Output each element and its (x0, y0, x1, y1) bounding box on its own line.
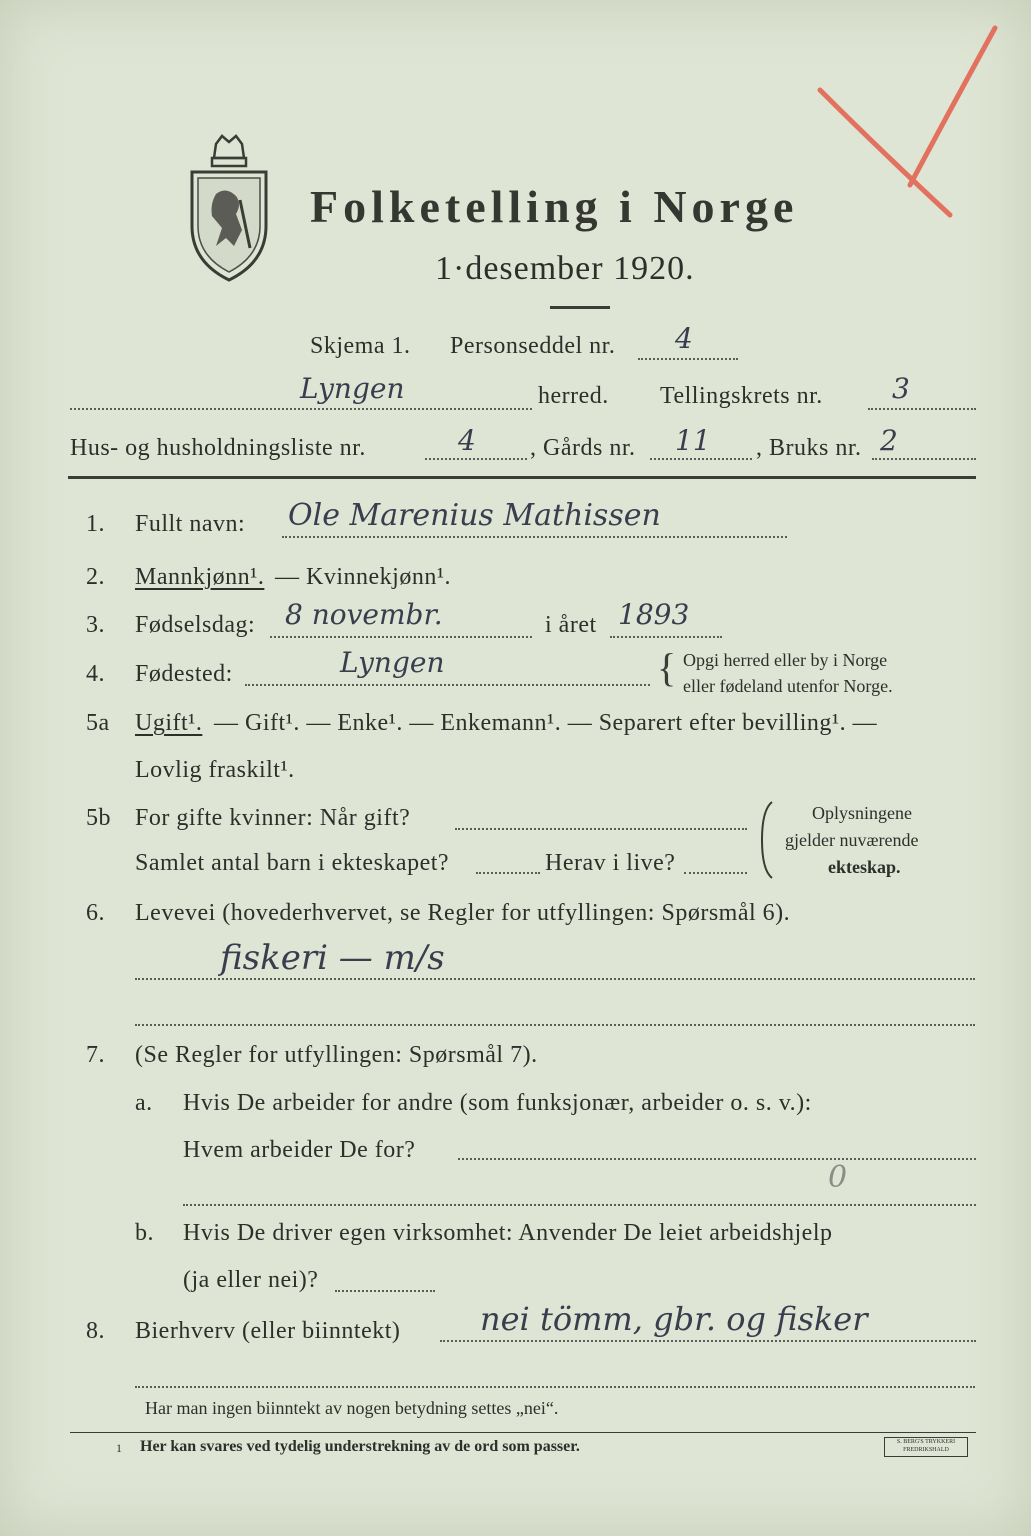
q6-number: 6. (86, 900, 105, 926)
q6-label: Levevei (hovederhvervet, se Regler for utfyllingen: Spørsmål 6). (135, 900, 791, 926)
birthplace-value: Lyngen (340, 646, 445, 679)
occupation-value: fiskeri — m/s (220, 938, 445, 978)
q4-label: Fødested: (135, 661, 233, 687)
husliste-value: 4 (458, 424, 476, 457)
census-date: 1·desember 1920. (435, 250, 695, 287)
q5a-ugift: Ugift¹. (135, 710, 203, 736)
herred-value: Lyngen (300, 372, 405, 405)
tellingskrets-value: 3 (892, 372, 910, 405)
bruks-label: , Bruks nr. (756, 435, 862, 461)
q3-label: Fødselsdag: (135, 612, 256, 638)
q7a-letter: a. (135, 1090, 153, 1116)
q7a-line-1: Hvis De arbeider for andre (som funksjonær, arbeider o. s. v.): (183, 1090, 812, 1116)
footnote-text: Her kan svares ved tydelig understrekning av de ord som passer. (140, 1438, 580, 1455)
skjema-label: Skjema 1. (310, 333, 411, 359)
form-title: Folketelling i Norge (310, 181, 799, 232)
personseddel-value: 4 (675, 322, 693, 355)
q7b-line-1: Hvis De driver egen virksomhet: Anvender De leiet arbeidshjelp (183, 1220, 833, 1246)
q7b-line-2: (ja eller nei)? (183, 1267, 319, 1293)
q8-label: Bierhverv (eller biinntekt) (135, 1318, 401, 1344)
gards-value: 11 (675, 424, 711, 457)
gards-label: , Gårds nr. (530, 435, 636, 461)
bracket-icon (756, 800, 776, 880)
q1-number: 1. (86, 511, 105, 537)
full-name-value: Ole Marenius Mathissen (288, 498, 661, 533)
q5b-number: 5b (86, 805, 111, 831)
tellingskrets-label: Tellingskrets nr. (660, 383, 823, 409)
birthday-value: 8 novembr. (285, 598, 443, 631)
side-occupation-value: nei tömm, gbr. og fisker (480, 1300, 868, 1338)
q7b-letter: b. (135, 1220, 154, 1246)
q5b-note-3: ekteskap. (828, 857, 901, 877)
herred-label: herred. (538, 383, 609, 409)
q1-label: Fullt navn: (135, 511, 246, 537)
coat-of-arms-icon (186, 134, 272, 282)
q5b-note-1: Oplysningene (812, 803, 912, 823)
q5b-line-2: Samlet antal barn i ekteskapet? (135, 850, 450, 876)
q5a-options-2: Lovlig fraskilt¹. (135, 757, 295, 783)
q7a-line-2: Hvem arbeider De for? (183, 1137, 416, 1163)
q2-number: 2. (86, 564, 105, 590)
q5b-note-2: gjelder nuværende (785, 830, 919, 850)
q4-note-1: Opgi herred eller by i Norge (683, 650, 888, 670)
printer-stamp: S. BERG'S TRYKKERI FREDRIKSHALD (884, 1437, 968, 1457)
personseddel-label: Personseddel nr. (450, 333, 616, 359)
q7-number: 7. (86, 1042, 105, 1068)
q8-number: 8. (86, 1318, 105, 1344)
brace-icon: { (657, 645, 677, 690)
q5b-line-1: For gifte kvinner: Når gift? (135, 805, 411, 831)
q5b-herav: Herav i live? (545, 850, 676, 876)
birth-year-value: 1893 (618, 598, 690, 631)
red-cross-mark (800, 20, 1000, 220)
q5a-options: — Gift¹. — Enke¹. — Enkemann¹. — Separert efter bevilling¹. — (214, 710, 878, 736)
q4-number: 4. (86, 661, 105, 687)
q2-mannkjonn: Mannkjønn¹. (135, 564, 265, 590)
q2-kvinnekjonn: — Kvinnekjønn¹. (275, 564, 452, 590)
bruks-value: 2 (880, 424, 898, 457)
q3-year-label: i året (545, 612, 597, 638)
footer-note: Har man ingen biinntekt av nogen betydning settes „nei“. (145, 1398, 559, 1418)
q5a-number: 5a (86, 710, 110, 736)
q7a-mark: 0 (828, 1160, 848, 1195)
q3-number: 3. (86, 612, 105, 638)
husliste-label: Hus- og husholdningsliste nr. (70, 435, 366, 461)
q4-note-2: eller fødeland utenfor Norge. (683, 676, 893, 696)
q7-label: (Se Regler for utfyllingen: Spørsmål 7). (135, 1042, 538, 1068)
footnote-number: 1 (116, 1441, 122, 1455)
